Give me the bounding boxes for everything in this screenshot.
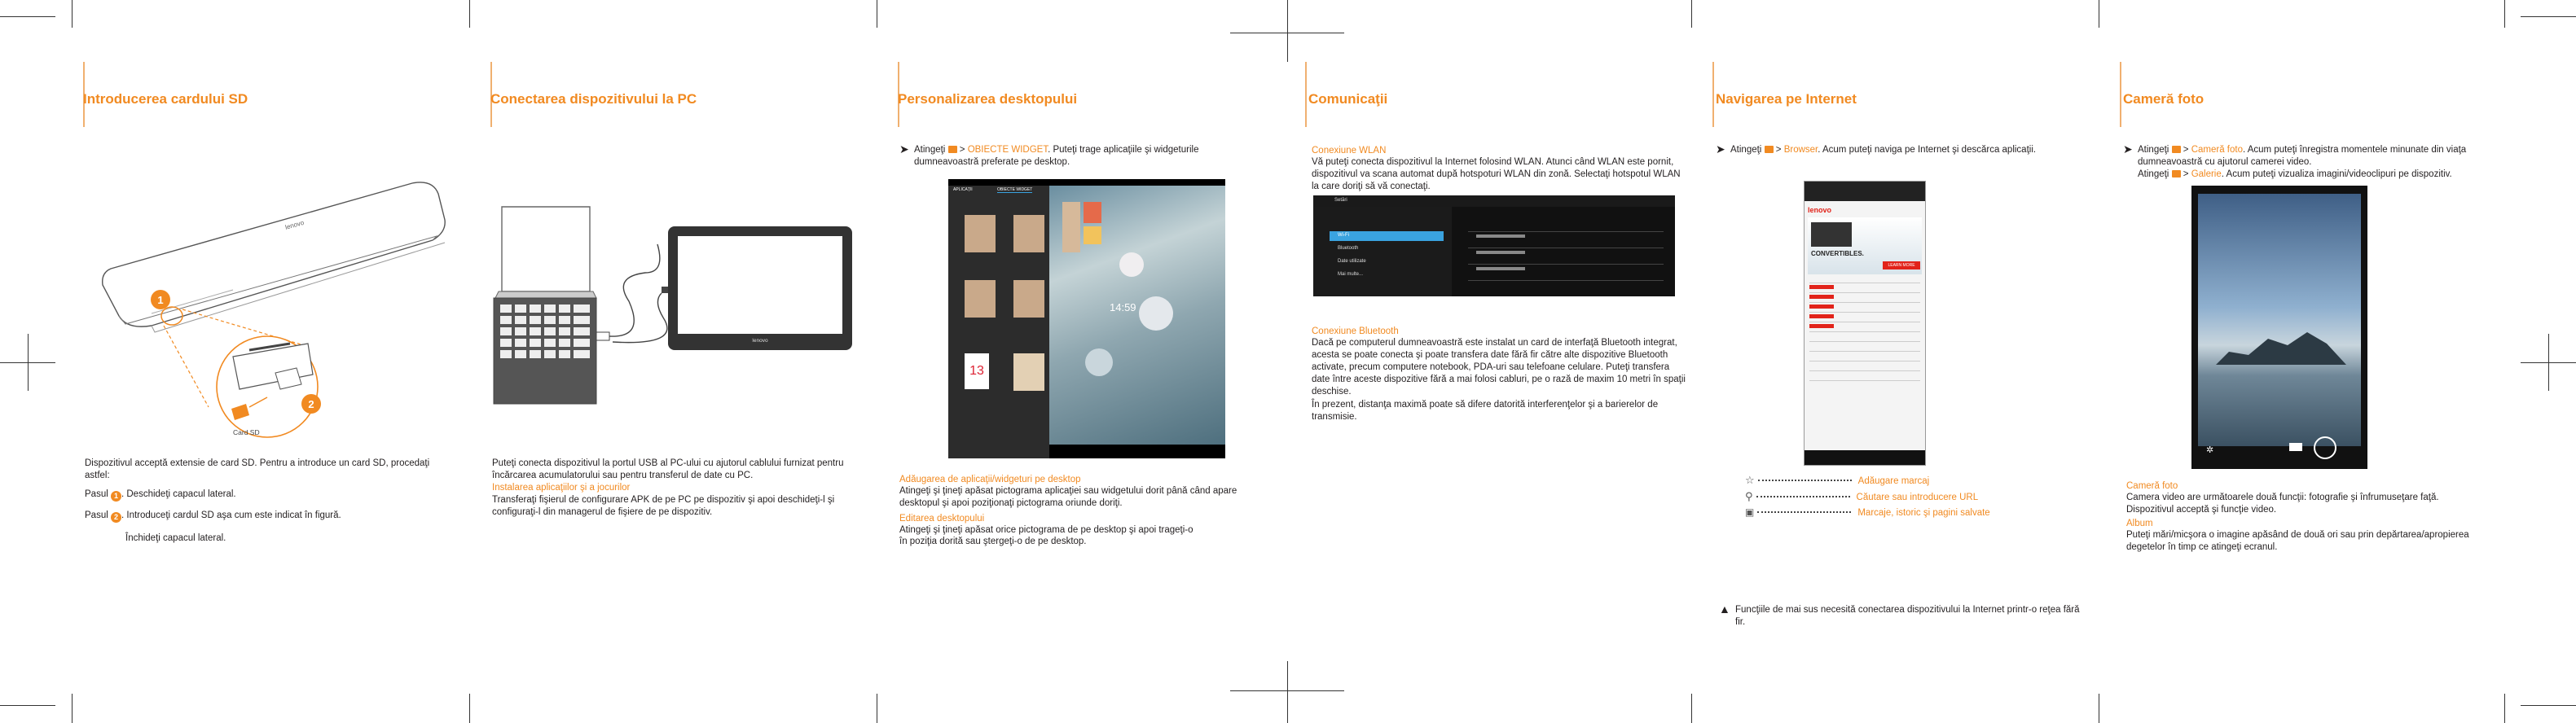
desktop-instruction: Atingeţi > OBIECTE WIDGET. Puteţi trage aplicaţiile şi widgeturile dumneavoastră preferate pe desktop. <box>914 145 1199 167</box>
search-icon: ⚲ <box>1745 490 1753 502</box>
crop-mark <box>2548 334 2549 391</box>
widgets-screenshot <box>948 179 1225 458</box>
step-1-text: . Deschideţi capacul lateral. <box>121 489 236 499</box>
section-accent-bar <box>2120 62 2121 127</box>
settings-gear-icon: ✲ <box>2206 445 2214 455</box>
section-accent-bar <box>1712 62 1714 127</box>
section-title: Personalizarea desktopului <box>898 91 1078 107</box>
sd-card-illustration <box>86 171 461 440</box>
instruction-rest: . Acum puteţi înregistra momentele minunate din viaţa dumneavoastră cu ajutorul camerei video. <box>2138 145 2467 167</box>
camera-instruction: Atingeţi > Cameră foto. Acum puteţi înregistra momentele minunate din viaţa dumneavoastră cu ajutorul camerei video. Atingeţi > Galerie. Acum puteţi vizualiza imagini/videoclipuri pe dispozitiv. <box>2138 145 2467 179</box>
bullet-arrow-icon: ➤ <box>1716 142 1725 156</box>
legend-bookmarks <box>1745 506 1990 518</box>
screen-item-more: Mai multe... <box>1338 272 1364 277</box>
screen-item-data: Date utilizate <box>1338 259 1366 264</box>
wlan-screenshot <box>1313 195 1675 296</box>
screen-item-wifi: Wi-Fi <box>1338 233 1349 238</box>
panel-desktop <box>898 0 1305 723</box>
legend-bookmark-add <box>1745 474 1929 487</box>
subheading-wlan: Conexiune WLAN <box>1312 146 1387 156</box>
subheading-add: Adăugarea de aplicaţii/widgeturi pe desktop <box>899 475 1081 484</box>
screen-cta: LEARN MORE <box>1883 261 1920 269</box>
camera-screenshot <box>2191 186 2367 469</box>
body-edit-2: în poziţia dorită sau ştergeţi-o de pe desktop. <box>899 537 1087 546</box>
section-title: Comunicaţii <box>1308 91 1388 107</box>
step-1 <box>85 489 236 502</box>
instruction-prefix-2: Atingeţi <box>2138 169 2169 179</box>
bullet-arrow-icon: ➤ <box>899 142 909 156</box>
screen-tab-apps: APLICAŢII <box>953 187 973 192</box>
body-text: Transferaţi fişierul de configurare APK de pe PC pe dispozitiv şi apoi deschideţi-l şi configuraţi-l din managerul de fişiere de pe dispozitiv. <box>492 495 835 517</box>
instruction-prefix: Atingeţi <box>2138 145 2169 155</box>
browser-note: Funcţiile de mai sus necesită conectarea dispozitivului la Internet printr-o reţea fără fir. <box>1735 605 2080 627</box>
step-marker-2-label: 2 <box>308 398 314 410</box>
crop-mark <box>28 334 29 391</box>
screen-clock: 14:59 <box>1110 301 1136 313</box>
star-icon: ☆ <box>1745 474 1755 486</box>
instruction-rest: . Acum puteţi naviga pe Internet şi descărca aplicaţii. <box>1818 145 2037 155</box>
browser-link: Browser <box>1783 145 1818 155</box>
video-mode-icon <box>2289 443 2302 451</box>
step-2-badge: 2 <box>111 512 121 523</box>
body-album: Puteţi mări/micşora o imagine apăsând de două ori sau prin depărtarea/apropierea degetelor în timp ce atingeţi ecranul. <box>2126 530 2469 552</box>
tablet-brand-label: lenovo <box>752 338 768 344</box>
subheading-camera: Cameră foto <box>2126 481 2178 491</box>
section-title: Conectarea dispozitivului la PC <box>490 91 697 107</box>
legend-bookmark-add-label: Adăugare marcaj <box>1857 476 1930 486</box>
crop-mark <box>0 16 55 17</box>
step-2 <box>85 510 341 523</box>
screen-item-bluetooth: Bluetooth <box>1338 246 1359 251</box>
apps-icon <box>948 146 957 153</box>
sd-card-label: Card SD <box>233 428 260 436</box>
panel-sd-card <box>83 0 490 723</box>
bullet-arrow-icon: ➤ <box>2123 142 2133 156</box>
apps-icon <box>2172 146 2181 153</box>
legend-search <box>1745 490 1978 503</box>
crop-mark <box>0 705 55 706</box>
crop-mark <box>2521 16 2576 17</box>
warning-icon: ▲ <box>1719 602 1730 616</box>
body-camera: Camera video are următoarele două funcţii: fotografie şi înfrumuseţare faţă. Dispozitivul acceptă şi funcţie video. <box>2126 493 2439 515</box>
body-bluetooth-range: În prezent, distanţa maximă poate să difere datorită interferenţelor şi a barierelor de transmisie. <box>1312 400 1659 422</box>
subheading-bluetooth: Conexiune Bluetooth <box>1312 326 1399 336</box>
apps-icon <box>2172 170 2181 177</box>
pc-connection-illustration <box>490 195 865 415</box>
legend-bookmarks-label: Marcaje, istoric şi pagini salvate <box>1857 508 1990 518</box>
shutter-button-icon <box>2314 436 2336 459</box>
section-title: Navigarea pe Internet <box>1716 91 1857 107</box>
body-wlan: Vă puteţi conecta dispozitivul la Internet folosind WLAN. Atunci când WLAN este pornit, dispozitivul va scana automat după hotspoturi WLAN din zonă. Selectaţi hotspotul WLAN la care doriţi să vă conectaţi. <box>1312 157 1681 191</box>
screen-brand: lenovo <box>1808 206 1832 214</box>
instruction-rest-2: . Acum puteţi vizualiza imagini/videoclipuri pe dispozitiv. <box>2221 169 2452 179</box>
intro-text: Puteţi conecta dispozitivul la portul USB al PC-ului cu ajutorul cablului furnizat pentru încărcarea acumulatorului sau pentru transferul de date cu PC. <box>492 458 844 480</box>
legend-search-label: Căutare sau introducere URL <box>1856 493 1979 502</box>
step-2-prefix: Pasul <box>85 510 108 520</box>
subheading: Instalarea aplicaţiilor şi a jocurilor <box>492 483 631 493</box>
instruction-rest: . Puteţi trage aplicaţiile şi widgeturile dumneavoastră preferate pe desktop. <box>914 145 1199 167</box>
screen-settings-title: Setări <box>1334 198 1347 203</box>
step-1-prefix: Pasul <box>85 489 108 499</box>
apps-icon <box>1765 146 1774 153</box>
subheading-edit: Editarea desktopului <box>899 514 985 524</box>
panel-communications <box>1305 0 1712 723</box>
gallery-link: Galerie <box>2191 169 2222 179</box>
step-marker-1-label: 1 <box>157 294 164 306</box>
browser-instruction: Atingeţi > Browser. Acum puteţi naviga pe Internet şi descărca aplicaţii. <box>1730 145 2037 155</box>
crop-mark <box>72 0 73 28</box>
step-2-text: . Introduceţi cardul SD aşa cum este indicat în figură. <box>121 510 341 520</box>
crop-mark <box>2521 705 2576 706</box>
step-3: Închideţi capacul lateral. <box>125 533 226 543</box>
widgets-link: OBIECTE WIDGET <box>967 145 1048 155</box>
browser-screenshot <box>1804 181 1926 466</box>
subheading-album: Album <box>2126 519 2153 528</box>
intro-text: Dispozitivul acceptă extensie de card SD. Pentru a introduce un card SD, procedaţi astfel: <box>85 458 430 480</box>
instruction-prefix: Atingeţi <box>1730 145 1762 155</box>
body-edit-1: Atingeţi şi ţineţi apăsat orice pictograma de pe desktop şi apoi trageţi-o <box>899 525 1193 535</box>
panel-browser <box>1712 0 2120 723</box>
instruction-prefix: Atingeţi <box>914 145 946 155</box>
step-1-badge: 1 <box>111 491 121 502</box>
section-title: Introducerea cardului SD <box>83 91 248 107</box>
crop-mark <box>72 694 73 723</box>
body-bluetooth: Dacă pe computerul dumneavoastră este instalat un card de interfaţă Bluetooth integrat, acesta se poate conecta şi poate transfera date fără fir către alte dispozitive Bluetooth activate, precum computere notebook, PDA-uri sau telefoane celulare. Puteţi transfera date între aceste dispozitive fără a mai folosi cabluri, pe o rază de maxim 10 metri în spaţii deschise. <box>1312 338 1686 397</box>
panel-connect-pc <box>490 0 898 723</box>
bookmarks-icon: ▣ <box>1745 506 1755 518</box>
section-accent-bar <box>1305 62 1307 127</box>
screen-banner: CONVERTIBLES. <box>1811 250 1864 257</box>
screen-tab-widgets: OBIECTE WIDGET <box>997 187 1033 192</box>
section-title: Cameră foto <box>2123 91 2205 107</box>
body-add: Atingeţi şi ţineţi apăsat pictograma aplicaţiei sau widgetului dorit până când apare desktopul şi apoi poziţionaţi pictograma oriunde doriţi. <box>899 486 1237 508</box>
svg-text:lenovo: lenovo <box>284 218 306 231</box>
screen-calendar-day: 13 <box>965 353 989 389</box>
camera-link: Cameră foto <box>2191 145 2243 155</box>
panel-camera <box>2120 0 2527 723</box>
